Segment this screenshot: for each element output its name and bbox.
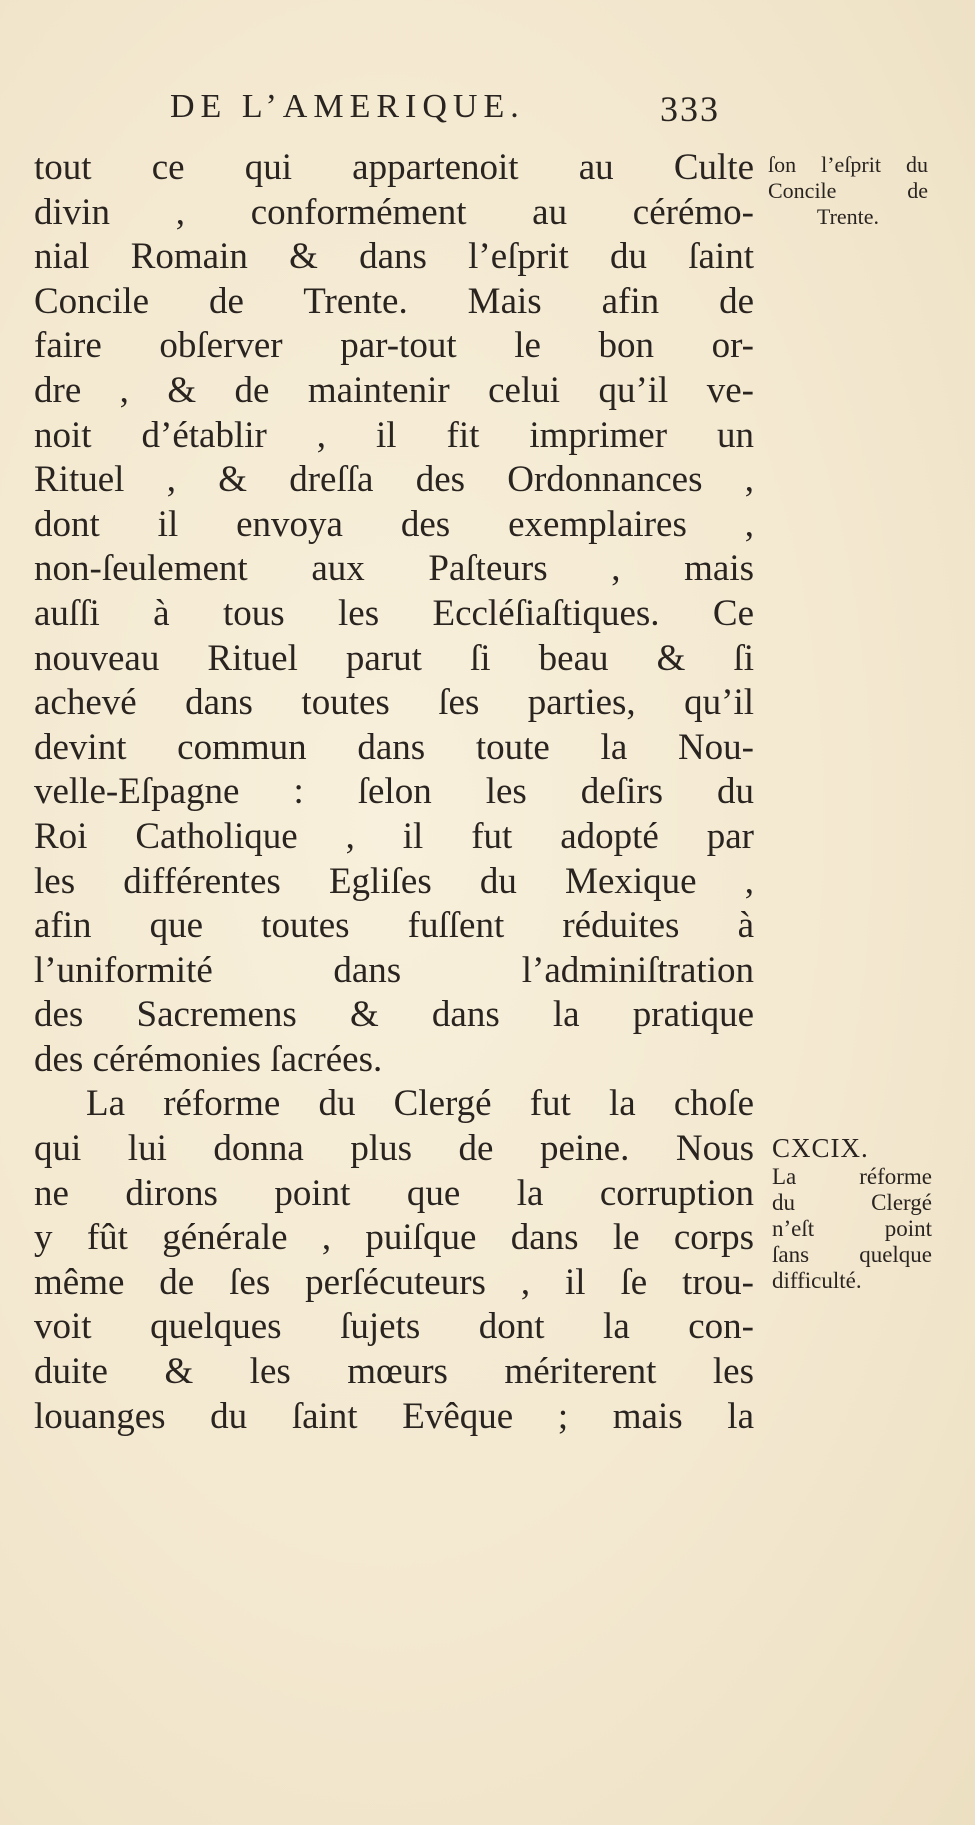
- text-line: divin , conformément au cérémo-: [34, 191, 754, 233]
- text-line: qui lui donna plus de peine. Nous: [34, 1128, 754, 1170]
- text-line: voit quelques ſujets dont la con-: [34, 1306, 754, 1348]
- text-line: dre , & de maintenir celui qu’il ve-: [34, 369, 754, 411]
- text-line: nial Romain & dans l’eſprit du ſaint: [34, 236, 754, 278]
- text-line: des cérémonies ſacrées.: [34, 1038, 383, 1080]
- margin-note-line: ſans quelque: [772, 1242, 932, 1267]
- margin-note-line: ſon l’eſprit du: [768, 152, 928, 177]
- text-line: La réforme du Clergé fut la choſe: [86, 1083, 754, 1125]
- text-line: Concile de Trente. Mais afin de: [34, 280, 754, 322]
- text-line: l’uniformité dans l’adminiſtration: [34, 949, 754, 991]
- text-line: noit d’établir , il fit imprimer un: [34, 414, 754, 456]
- page-number: 333: [660, 89, 720, 129]
- text-line: tout ce qui appartenoit au Culte: [34, 147, 754, 188]
- text-line: y fût générale , puiſque dans le corps: [34, 1217, 754, 1259]
- margin-note-line: Trente.: [816, 204, 880, 229]
- margin-note-line: Concile de: [768, 178, 928, 203]
- margin-note-line: du Clergé: [772, 1190, 932, 1215]
- margin-note-line: difficulté.: [772, 1268, 862, 1293]
- text-line: les différentes Egliſes du Mexique ,: [34, 860, 754, 902]
- margin-note-spirit-of-council: [768, 152, 928, 230]
- text-line: auſſi à tous les Eccléſiaſtiques. Ce: [34, 592, 754, 634]
- text-line: ne dirons point que la corruption: [34, 1172, 754, 1214]
- text-line: duite & les mœurs mériterent les: [34, 1351, 754, 1393]
- text-line: louanges du ſaint Evêque ; mais la: [34, 1395, 754, 1437]
- text-line: nouveau Rituel parut ſi beau & ſi: [34, 637, 754, 679]
- text-line: Roi Catholique , il fut adopté par: [34, 815, 754, 857]
- text-line: des Sacremens & dans la pratique: [34, 994, 754, 1036]
- text-line: Rituel , & dreſſa des Ordonnances ,: [34, 459, 754, 501]
- text-line: faire obſerver par-tout le bon or-: [34, 325, 754, 367]
- body-text: [34, 146, 754, 1439]
- text-line: devint commun dans toute la Nou-: [34, 726, 754, 768]
- margin-note-clergy-reform: [772, 1132, 932, 1294]
- text-line: velle-Eſpagne : ſelon les deſirs du: [34, 771, 754, 813]
- text-line: non-ſeulement aux Paſteurs , mais: [34, 548, 754, 590]
- text-line: dont il envoya des exemplaires ,: [34, 503, 754, 545]
- page-header: [170, 88, 770, 138]
- running-title: DE L’AMERIQUE.: [170, 88, 525, 125]
- text-line: achevé dans toutes ſes parties, qu’il: [34, 682, 754, 724]
- margin-note-line: n’eſt point: [772, 1216, 932, 1241]
- margin-note-heading: CXCIX.: [772, 1133, 869, 1163]
- margin-note-line: La réforme: [772, 1164, 932, 1189]
- text-line: même de ſes perſécuteurs , il ſe trou-: [34, 1261, 754, 1303]
- text-line: afin que toutes fuſſent réduites à: [34, 905, 754, 947]
